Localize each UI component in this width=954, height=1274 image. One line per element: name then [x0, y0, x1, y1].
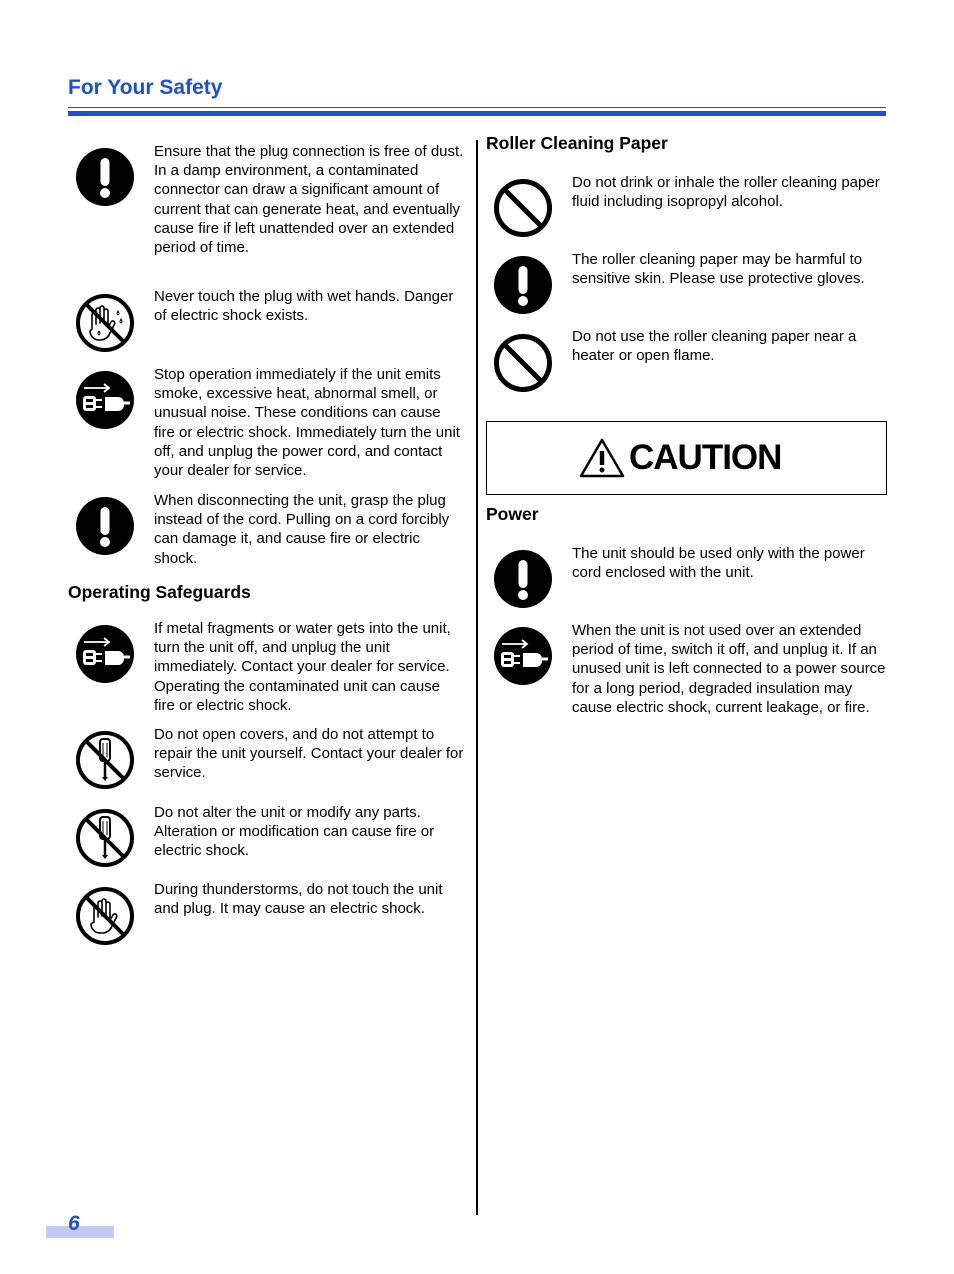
no-disassembly-icon: [75, 730, 135, 790]
safety-item-text: Stop operation immediately if the unit emits smoke, excessive heat, abnormal smell, or unusual noise. These conditions can cause fire or electric shock. Immediately turn the unit off, and unplug the power cord, and contact your dealer for service.: [154, 366, 460, 480]
column-divider: [476, 140, 478, 1215]
caution-label: CAUTION: [629, 438, 782, 477]
page-number: 6: [68, 1212, 80, 1235]
no-disassembly-icon: [75, 808, 135, 868]
header-rule: [68, 107, 886, 108]
safety-item-text: When the unit is not used over an extended period of time, switch it off, and unplug it. If an unused unit is left connected to a power source for a long period, degraded insulation may cause electric shock, current leakage, or fire.: [572, 622, 886, 716]
caution-banner: [486, 421, 887, 495]
unplug-icon: [75, 624, 135, 684]
section-heading-power: Power: [486, 504, 539, 524]
do-not-touch-icon: [75, 886, 135, 946]
mandatory-action-icon: [75, 147, 135, 207]
mandatory-action-icon: [493, 255, 553, 315]
warning-triangle-icon: [579, 438, 625, 478]
safety-item-text: Do not alter the unit or modify any parts. Alteration or modification can cause fire or electric shock.: [154, 804, 435, 860]
section-heading-roller: Roller Cleaning Paper: [486, 133, 668, 153]
prohibition-icon: [493, 333, 553, 393]
safety-item-text: The unit should be used only with the power cord enclosed with the unit.: [572, 545, 865, 582]
unplug-icon: [493, 626, 553, 686]
section-heading-operating: Operating Safeguards: [68, 582, 251, 602]
safety-item-text: Do not open covers, and do not attempt to repair the unit yourself. Contact your dealer for service.: [154, 726, 464, 782]
safety-item-text: The roller cleaning paper may be harmful to sensitive skin. Please use protective gloves.: [572, 251, 865, 288]
prohibition-icon: [493, 178, 553, 238]
page-number-tab: [46, 1226, 114, 1238]
safety-item-text: During thunderstorms, do not touch the unit and plug. It may cause an electric shock.: [154, 881, 443, 918]
unplug-icon: [75, 370, 135, 430]
mandatory-action-icon: [493, 549, 553, 609]
safety-item-text: Ensure that the plug connection is free of dust. In a damp environment, a contaminated connector can draw a significant amount of current that can generate heat, and eventually cause fire if left unattended over an extended period of time.: [154, 143, 464, 257]
safety-item-text: When disconnecting the unit, grasp the plug instead of the cord. Pulling on a cord forcibly can damage it, and cause fire or electric shock.: [154, 492, 450, 567]
mandatory-action-icon: [75, 496, 135, 556]
page-title: For Your Safety: [68, 76, 223, 99]
safety-item-text: If metal fragments or water gets into the unit, turn the unit off, and unplug the unit immediately. Contact your dealer for service. Operating the contaminated unit can cause fire or electric shock.: [154, 620, 451, 714]
safety-item-text: Never touch the plug with wet hands. Danger of electric shock exists.: [154, 288, 454, 325]
no-wet-hands-icon: [75, 293, 135, 353]
safety-item-text: Do not drink or inhale the roller cleaning paper fluid including isopropyl alcohol.: [572, 174, 880, 211]
safety-item-text: Do not use the roller cleaning paper near a heater or open flame.: [572, 328, 857, 365]
header-rule-bold: [68, 111, 886, 116]
